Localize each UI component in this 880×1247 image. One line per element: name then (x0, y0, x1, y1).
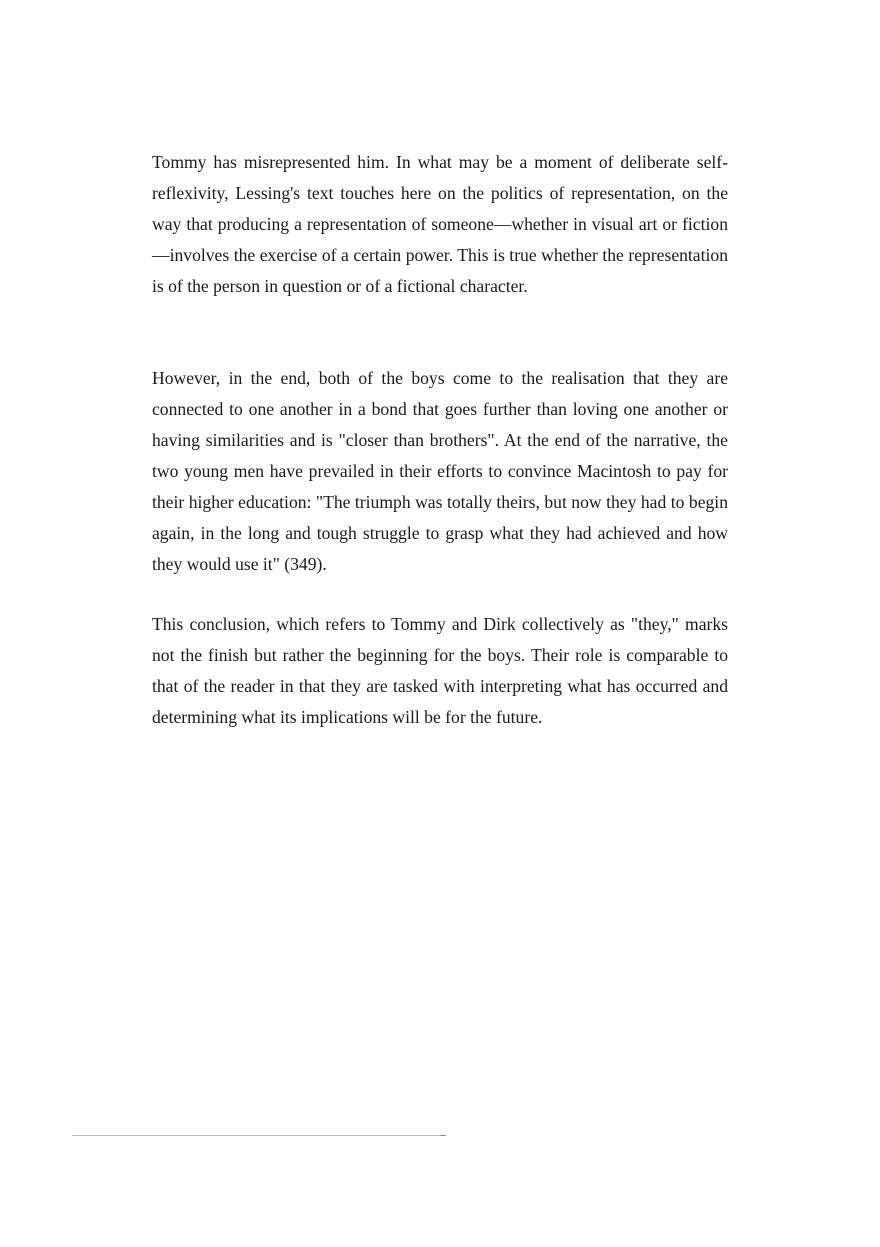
footnote-separator-tail (440, 1135, 446, 1136)
body-paragraph: This conclusion, which refers to Tommy and Dirk collectively as "they," marks not the finish but rather the beginning for the boys. Their role is comparable to that of the reader in that they are tasked with interpreting what has occurred and determining what its implications will be for the future. (152, 614, 728, 727)
body-paragraph: However, in the end, both of the boys come to the realisation that they are connected to one another in a bond that goes further than loving one another or having similarities and is "closer than brothers". At the end of the narrative, the two young men have prevailed in their efforts to convince Macintosh to pay for their higher education: "The triumph was totally theirs, but now they had to begin again, in the long and tough struggle to grasp what they had achieved and how they would use it" (349). (152, 368, 728, 574)
footnote-separator (72, 1135, 440, 1136)
body-paragraph: Tommy has misrepresented him. In what may be a moment of deliberate self-reflexivity, Lessing's text touches here on the politics of representation, on the way that producing a representation of someone—whether in visual art or fiction—involves the exercise of a certain power. This is true whether the representation is of the person in question or of a fictional character. (152, 152, 728, 296)
